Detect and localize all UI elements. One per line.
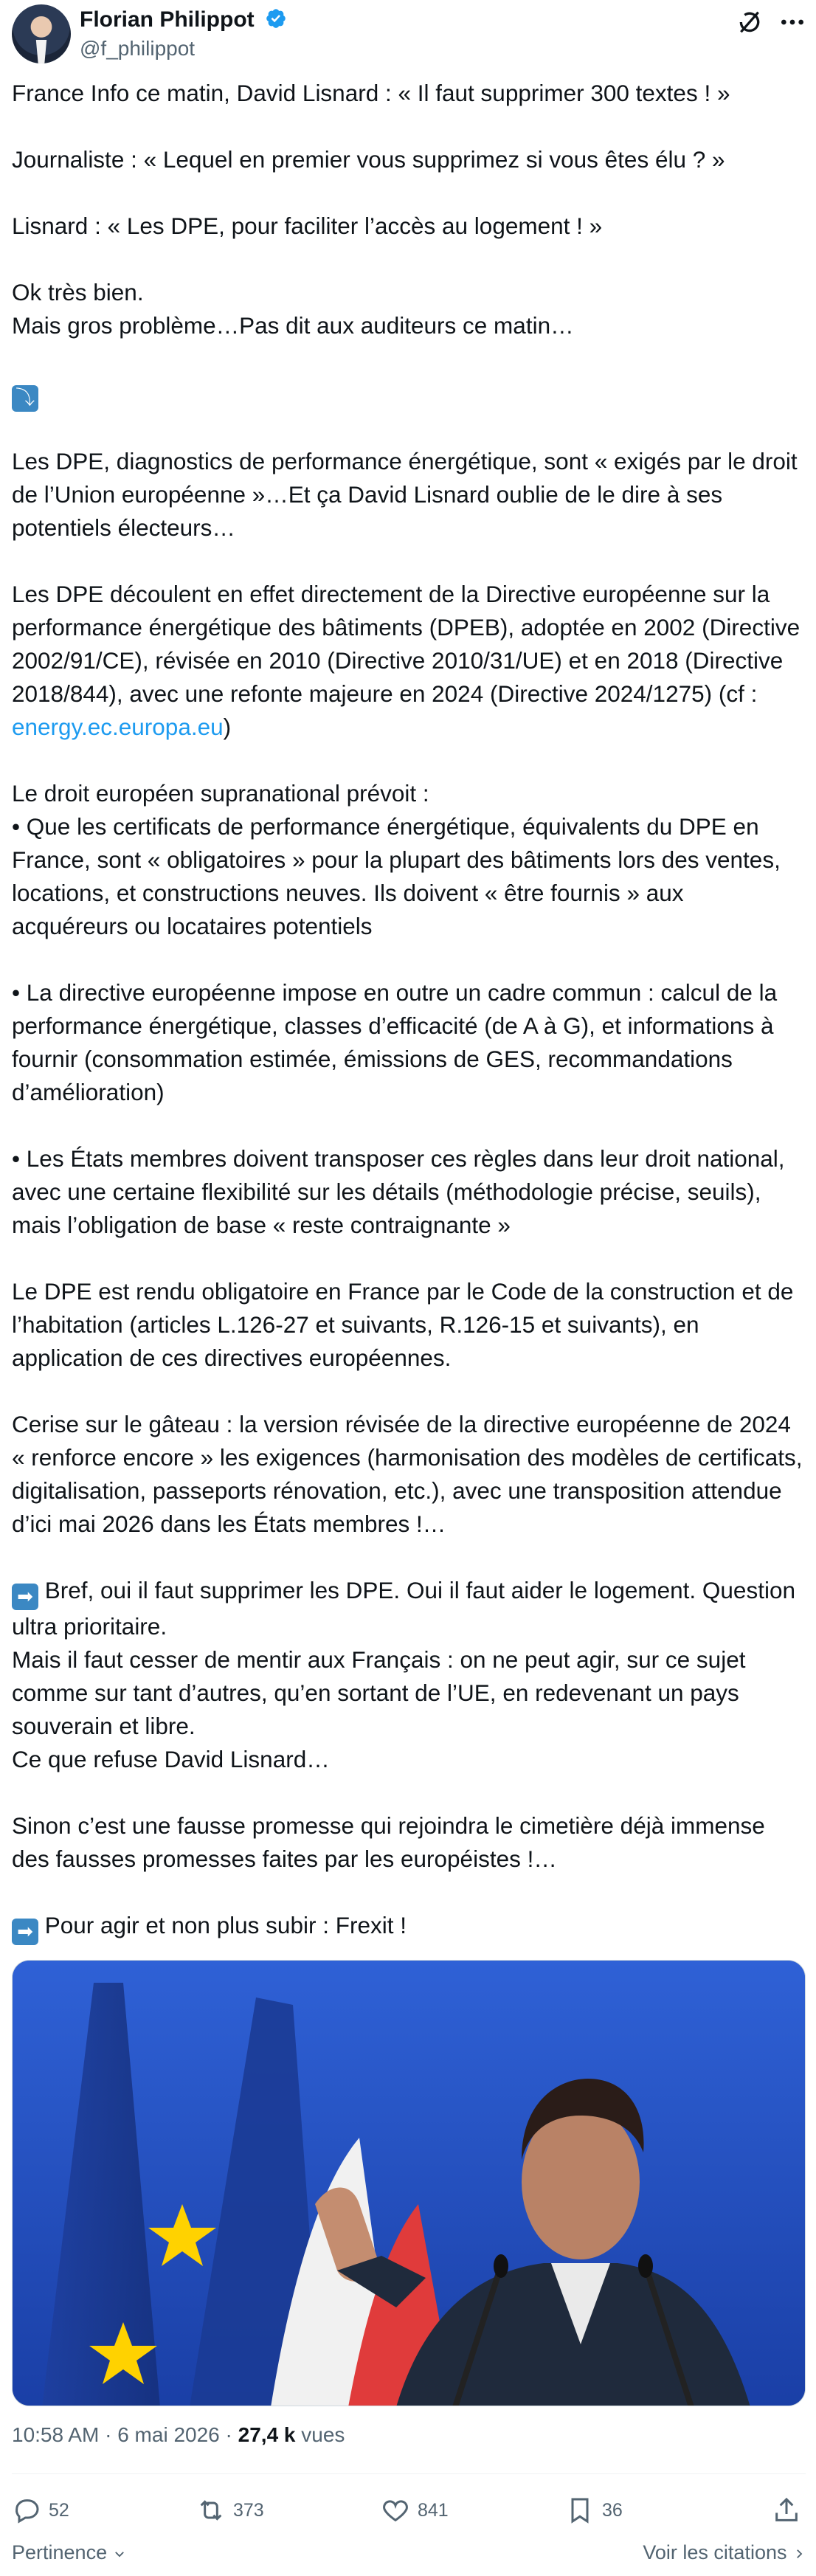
paragraph — [12, 1574, 806, 1776]
external-link[interactable]: energy.ec.europa.eu — [12, 714, 224, 740]
share-icon — [772, 2496, 801, 2525]
tweet-meta — [12, 2423, 345, 2447]
paragraph: Les DPE, diagnostics de performance énergétique, sont « exigés par le droit de l’Union européenne »…Et ça David Lisnard oublie de le dire à ses potentiels électeurs… — [12, 448, 798, 541]
paragraph — [12, 578, 806, 744]
tweet-photo[interactable] — [12, 1960, 806, 2406]
meta-separator: · — [219, 2423, 238, 2446]
divider — [12, 2473, 806, 2474]
paragraph: Le droit européen supranational prévoit : • Que les certificats de performance énergétique, équivalents du DPE en France, sont « obligatoires » pour la plupart des bâtiments lors des ventes, locations, et constructions neuves. Ils doivent « être fournis » aux acquéreurs ou locataires potentiels — [12, 780, 781, 939]
reply-button[interactable] — [12, 2488, 69, 2532]
paragraph: • Les États membres doivent transposer ces règles dans leur droit national, avec une certaine flexibilité sur les détails (méthodologie précise, seuils), mais l’obligation de base « reste contraignante » — [12, 1145, 785, 1238]
repost-icon — [196, 2496, 226, 2525]
more-options-icon[interactable] — [778, 7, 807, 37]
photo-illustration — [13, 1961, 806, 2406]
tweet-text — [12, 77, 806, 1945]
avatar[interactable] — [12, 4, 71, 63]
view-quotes-label: Voir les citations — [643, 2541, 787, 2563]
view-quotes-link[interactable] — [643, 2541, 806, 2564]
arrow-down-right-emoji-icon: ⤵ — [12, 385, 38, 412]
sort-label: Pertinence — [12, 2541, 108, 2563]
paragraph: Sinon c’est une fausse promesse qui rejoindra le cimetière déjà immense des fausses promesses faites par les européistes !… — [12, 1812, 765, 1872]
paragraph: Le DPE est rendu obligatoire en France par le Code de la construction et de l’habitation (articles L.126-27 et suivants, R.126-15 et suivants), en application de ces directives européennes. — [12, 1278, 794, 1371]
meta-separator: · — [99, 2423, 118, 2446]
like-button[interactable] — [381, 2488, 449, 2532]
author-name-text[interactable]: Florian Philippot — [80, 7, 255, 32]
right-arrow-emoji-icon: ➡ — [12, 1584, 38, 1610]
bookmark-icon — [565, 2496, 595, 2525]
paragraph: Journaliste : « Lequel en premier vous supprimez si vous êtes élu ? » — [12, 146, 725, 173]
reply-icon — [12, 2496, 41, 2525]
paragraph: Cerise sur le gâteau : la version révisée de la directive européenne de 2024 « renforce encore » les exigences (harmonisation des modèles de certificats, digitalisation, passeports rénovation, etc.), avec une transposition attendue d’ici mai 2026 dans les États membres !… — [12, 1411, 803, 1537]
paragraph-text: Les DPE découlent en effet directement de la Directive européenne sur la performance énergétique des bâtiments (DPEB), adoptée en 2002 (Directive 2002/91/CE), révisée en 2010 (Directive 2010/31/UE) et en 2018 (Directive 2018/844), avec une refonte majeure en 2024 (Directive 2024/1275) (cf : — [12, 581, 801, 707]
author-name[interactable] — [80, 7, 287, 32]
views-label: vues — [295, 2423, 345, 2446]
paragraph — [12, 1909, 806, 1945]
grok-icon[interactable] — [735, 7, 764, 37]
paragraph-text: Bref, oui il faut supprimer les DPE. Oui il faut aider le logement. Question ultra prioritaire. Mais il faut cesser de mentir aux Français : on ne peut agir, sur ce sujet comme sur tant d’autres, qu’en sortant de l’UE, en redevenant un pays souverain et libre. Ce que refuse David Lisnard… — [12, 1577, 795, 1772]
tweet-header — [0, 0, 816, 74]
like-count: 841 — [418, 2499, 449, 2521]
paragraph: Lisnard : « Les DPE, pour faciliter l’accès au logement ! » — [12, 213, 603, 239]
paragraph-text: ) — [223, 714, 232, 740]
right-arrow-emoji-icon: ➡ — [12, 1919, 38, 1945]
verified-badge-icon — [265, 7, 287, 30]
tweet-date[interactable]: 6 mai 2026 — [117, 2423, 220, 2446]
repost-count: 373 — [233, 2499, 264, 2521]
chevron-down-icon — [113, 2547, 126, 2561]
paragraph — [12, 376, 806, 412]
tweet-time[interactable]: 10:58 AM — [12, 2423, 100, 2446]
bookmark-count: 36 — [602, 2499, 623, 2521]
paragraph: Ok très bien. Mais gros problème…Pas dit aux auditeurs ce matin… — [12, 279, 574, 339]
action-bar — [12, 2488, 806, 2532]
repost-button[interactable] — [196, 2488, 264, 2532]
views-count: 27,4 k — [238, 2423, 296, 2446]
replies-footer — [12, 2541, 806, 2571]
reply-count: 52 — [49, 2499, 69, 2521]
paragraph: France Info ce matin, David Lisnard : « Il faut supprimer 300 textes ! » — [12, 80, 730, 106]
paragraph: • La directive européenne impose en outre un cadre commun : calcul de la performance énergétique, classes d’efficacité (de A à G), et informations à fournir (consommation estimée, émissions de GES, recommandations d’amélioration) — [12, 979, 778, 1105]
bookmark-button[interactable] — [565, 2488, 623, 2532]
chevron-right-icon — [792, 2547, 806, 2561]
heart-icon — [381, 2496, 410, 2525]
sort-dropdown[interactable] — [12, 2541, 126, 2564]
paragraph-text: Pour agir et non plus subir : Frexit ! — [38, 1912, 407, 1938]
author-handle[interactable]: @f_philippot — [80, 37, 196, 60]
share-button[interactable] — [772, 2488, 809, 2532]
